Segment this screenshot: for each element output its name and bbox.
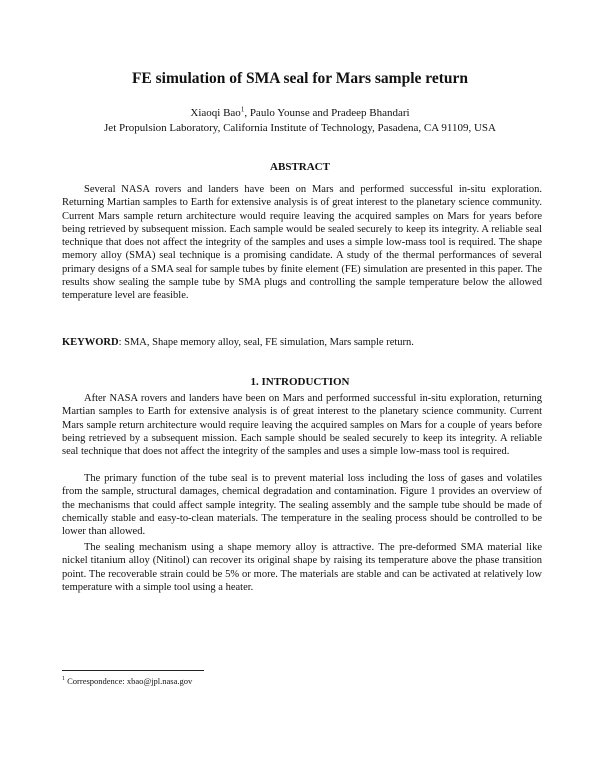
- keywords-label: KEYWORD: [62, 337, 119, 348]
- author-names-rest: , Paulo Younse and Pradeep Bhandari: [244, 107, 410, 119]
- author-block: [0, 106, 600, 136]
- keywords-text: : SMA, Shape memory alloy, seal, FE simulation, Mars sample return.: [118, 337, 414, 348]
- intro-paragraph-1: After NASA rovers and landers have been on Mars and performed successful in-situ exploration, returning Martian samples to Earth for extensive analysis is of great interest to the planetary science community. Current Mars sample return architecture would require leaving the acquired samples on Mars for a couple of years before being retrieved by a subsequent mission. Each sample should be sealed securely to keep its integrity. A reliable seal technique that does not affect the integrity of the samples and uses a simple low-mass tool is required.: [62, 393, 542, 458]
- paper-title: FE simulation of SMA seal for Mars sample return: [131, 70, 469, 87]
- abstract-text: Several NASA rovers and landers have been on Mars and performed successful in-situ exploration. Returning Martian samples to Earth for extensive analysis is of great interest to the planetary science community. Current Mars sample return architecture would require leaving the acquired samples on Mars for years before being retrieved by subsequent mission. Each sample would be sealed securely to keep its integrity. A reliable seal technique that does not affect the integrity of the samples and uses a simple low-mass tool is required. The shape memory alloy (SMA) seal technique is a promising candidate. A study of the thermal performances of several primary designs of a SMA seal for sample tubes by finite element (FE) simulation are presented in this paper. The results show sealing the sample tube by SMA plugs and controlling the sample temperature below the allowed temperature level are feasible.: [62, 184, 542, 302]
- footnote-divider: [62, 670, 204, 671]
- footnote-mark: 1: [240, 105, 245, 114]
- keywords-line: [62, 336, 542, 349]
- author-name-first: Xiaoqi Bao: [190, 107, 241, 119]
- author-line: [0, 106, 600, 121]
- footnote-text: Correspondence: xbao@jpl.nasa.gov: [65, 676, 193, 686]
- affiliation: Jet Propulsion Laboratory, California Institute of Technology, Pasadena, CA 91109, USA: [104, 122, 496, 134]
- footnote-number: 1: [62, 676, 65, 683]
- footnote: [62, 676, 192, 686]
- abstract-heading: ABSTRACT: [270, 161, 330, 173]
- introduction-heading: 1. INTRODUCTION: [250, 376, 350, 388]
- intro-paragraph-3: The sealing mechanism using a shape memory alloy is attractive. The pre-deformed SMA material like nickel titanium alloy (Nitinol) can recover its original shape by raising its temperature above the phase transition point. The recoverable strain could be 5% or more. The materials are stable and can be activated at relatively low temperature with a simple tool using a heater.: [62, 542, 542, 593]
- intro-paragraph-2: The primary function of the tube seal is to prevent material loss including the loss of gases and volatiles from the sample, structural damages, chemical degradation and contamination. Figure 1 provides an overview of the mechanisms that could affect sample integrity. The sealing assembly and the sample tube should be made of chemically stable and easy-to-clean materials. The temperature in the sealing process should be controlled to be lower than allowed.: [62, 473, 542, 538]
